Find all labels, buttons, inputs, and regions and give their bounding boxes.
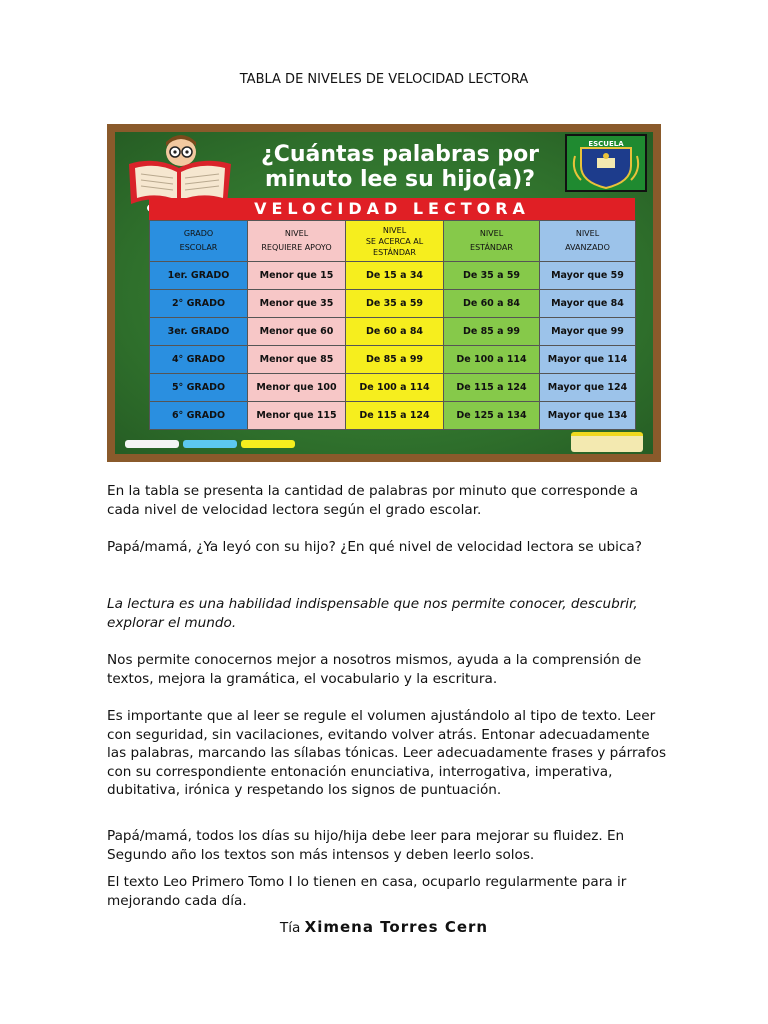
eraser bbox=[571, 432, 643, 452]
cell-requiere: Menor que 100 bbox=[248, 374, 346, 402]
chalkboard-image bbox=[107, 124, 661, 462]
velocity-banner: VELOCIDAD LECTORA bbox=[149, 198, 635, 220]
paragraph-italic: La lectura es una habilidad indispensable que nos permite conocer, descubrir, explorar el mundo. bbox=[107, 596, 638, 631]
cell-estandar: De 35 a 59 bbox=[444, 262, 540, 290]
cell-estandar: De 85 a 99 bbox=[444, 318, 540, 346]
cell-acerca: De 115 a 124 bbox=[346, 402, 444, 430]
white-chalk bbox=[125, 440, 179, 448]
cell-grado: 4° GRADO bbox=[150, 346, 248, 374]
reading-speed-table bbox=[149, 220, 636, 430]
board-heading-line-1: ¿Cuántas palabras por bbox=[260, 142, 540, 167]
board-heading bbox=[255, 142, 545, 192]
header-avanzado: NIVEL AVANZADO bbox=[540, 221, 636, 262]
paragraph-intro: En la tabla se presenta la cantidad de palabras por minuto que corresponde a cada nivel de velocidad lectora según el grado escolar. bbox=[107, 483, 639, 518]
cell-grado: 6° GRADO bbox=[150, 402, 248, 430]
cell-avanzado: Mayor que 114 bbox=[540, 346, 636, 374]
paragraph-textbook: El texto Leo Primero Tomo I lo tienen en casa, ocuparlo regularmente para ir mejorando cada día. bbox=[107, 874, 627, 909]
header-estandar: NIVEL ESTÁNDAR bbox=[444, 221, 540, 262]
yellow-chalk bbox=[241, 440, 295, 448]
cell-requiere: Menor que 60 bbox=[248, 318, 346, 346]
cell-avanzado: Mayor que 134 bbox=[540, 402, 636, 430]
cell-acerca: De 60 a 84 bbox=[346, 318, 444, 346]
cell-grado: 5° GRADO bbox=[150, 374, 248, 402]
table-row bbox=[150, 374, 636, 402]
signature bbox=[0, 918, 768, 936]
blue-chalk bbox=[183, 440, 237, 448]
signature-prefix: Tía bbox=[279, 920, 301, 936]
school-logo bbox=[565, 134, 647, 192]
cell-estandar: De 100 a 114 bbox=[444, 346, 540, 374]
cell-estandar: De 115 a 124 bbox=[444, 374, 540, 402]
header-se-acerca: NIVEL SE ACERCA AL ESTÁNDAR bbox=[346, 221, 444, 262]
paragraph-reading-tips: Es importante que al leer se regule el volumen ajustándolo al tipo de texto. Leer con seguridad, sin vacilaciones, evitando volver atrás. Entonar adecuadamente las palabras, marcando las sílabas tónicas. Leer adecuadamente frases y párrafos con su correspondiente entonación enunciativa, interrogativa, imperativa, dubitativa, irónica y respetando los signos de puntuación. bbox=[107, 708, 667, 798]
paragraph-benefits: Nos permite conocernos mejor a nosotros mismos, ayuda a la comprensión de textos, mejora la gramática, el vocabulario y la escritura. bbox=[107, 652, 642, 687]
cell-requiere: Menor que 15 bbox=[248, 262, 346, 290]
board-heading-line-2: minuto lee su hijo(a)? bbox=[264, 167, 536, 192]
cell-acerca: De 15 a 34 bbox=[346, 262, 444, 290]
cell-grado: 3er. GRADO bbox=[150, 318, 248, 346]
header-requiere-apoyo: NIVEL REQUIERE APOYO bbox=[248, 221, 346, 262]
cell-avanzado: Mayor que 59 bbox=[540, 262, 636, 290]
document-title: TABLA DE NIVELES DE VELOCIDAD LECTORA bbox=[239, 72, 529, 87]
school-logo-label: ESCUELA bbox=[588, 140, 624, 148]
cell-estandar: De 125 a 134 bbox=[444, 402, 540, 430]
chalkboard-surface bbox=[115, 132, 653, 454]
cell-grado: 1er. GRADO bbox=[150, 262, 248, 290]
table-row bbox=[150, 402, 636, 430]
cell-requiere: Menor que 115 bbox=[248, 402, 346, 430]
paragraph-daily-reading: Papá/mamá, todos los días su hijo/hija debe leer para mejorar su fluidez. En Segundo año los textos son más intensos y deben leerlo solos. bbox=[107, 828, 625, 863]
cell-grado: 2° GRADO bbox=[150, 290, 248, 318]
cell-estandar: De 60 a 84 bbox=[444, 290, 540, 318]
table-row bbox=[150, 262, 636, 290]
cell-requiere: Menor que 85 bbox=[248, 346, 346, 374]
cell-avanzado: Mayor que 99 bbox=[540, 318, 636, 346]
table-row bbox=[150, 346, 636, 374]
header-grado: GRADO ESCOLAR bbox=[150, 221, 248, 262]
table-row bbox=[150, 318, 636, 346]
cell-acerca: De 35 a 59 bbox=[346, 290, 444, 318]
cell-avanzado: Mayor que 84 bbox=[540, 290, 636, 318]
table-row bbox=[150, 290, 636, 318]
paragraph-question: Papá/mamá, ¿Ya leyó con su hijo? ¿En qué nivel de velocidad lectora se ubica? bbox=[107, 539, 642, 555]
signature-name: Ximena Torres Cern bbox=[304, 918, 489, 936]
cell-requiere: Menor que 35 bbox=[248, 290, 346, 318]
cell-acerca: De 85 a 99 bbox=[346, 346, 444, 374]
table-header-row bbox=[150, 221, 636, 262]
cell-avanzado: Mayor que 124 bbox=[540, 374, 636, 402]
cell-acerca: De 100 a 114 bbox=[346, 374, 444, 402]
